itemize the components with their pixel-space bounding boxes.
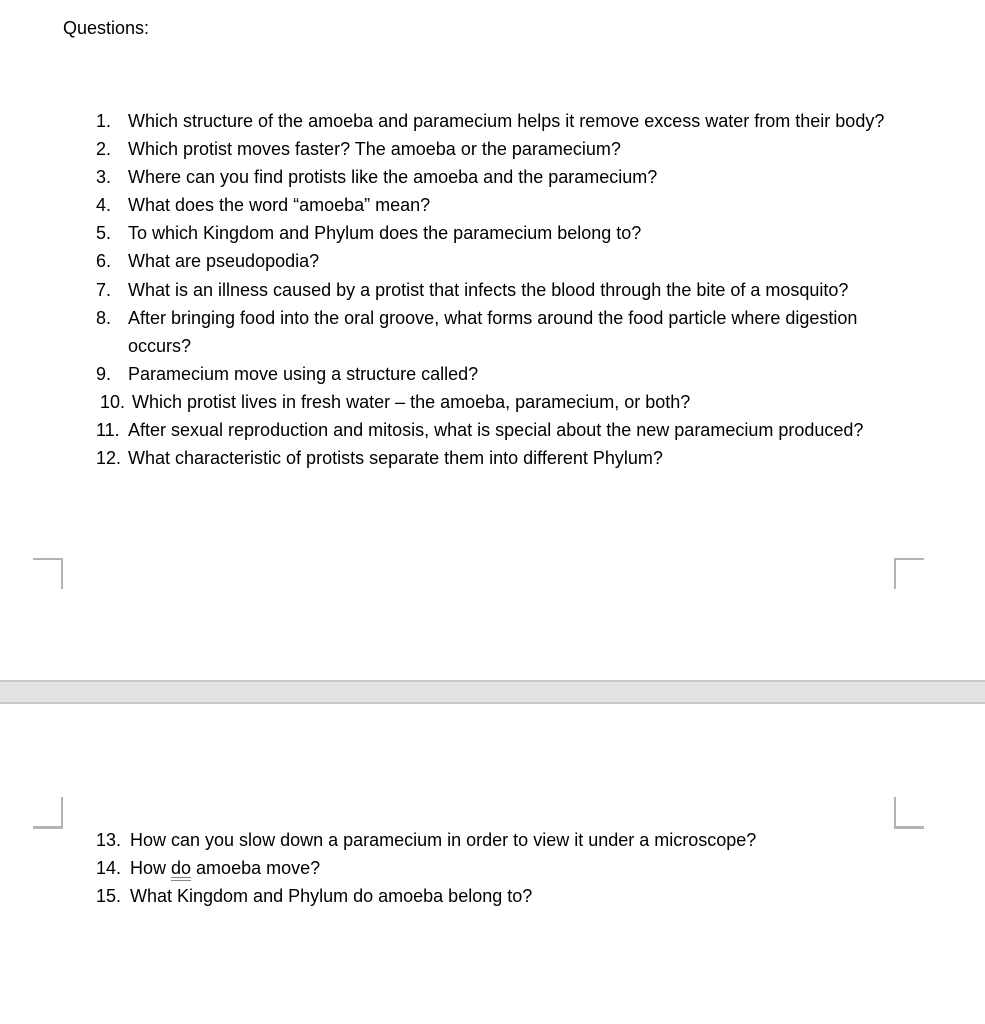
question-item bbox=[0, 882, 900, 910]
question-number: 12. bbox=[96, 448, 122, 469]
question-item bbox=[0, 854, 900, 882]
question-number: 8. bbox=[96, 307, 112, 328]
question-text: After bringing food into the oral groove, what forms around the food particle where digestion occurs? bbox=[128, 307, 858, 356]
question-item bbox=[0, 444, 898, 472]
question-number: 10. bbox=[100, 391, 126, 412]
question-list-page-2 bbox=[0, 826, 900, 910]
question-text: Which protist moves faster? The amoeba or the paramecium? bbox=[128, 139, 621, 160]
question-item bbox=[0, 107, 898, 135]
question-item bbox=[0, 276, 898, 304]
question-number: 5. bbox=[96, 223, 112, 244]
question-text: Which structure of the amoeba and paramecium helps it remove excess water from their body? bbox=[128, 111, 885, 131]
margin-corner-mark bbox=[894, 558, 924, 589]
question-number: 4. bbox=[96, 195, 112, 216]
question-text: What Kingdom and Phylum do amoeba belong to? bbox=[130, 886, 533, 907]
question-text: amoeba move? bbox=[191, 858, 321, 879]
question-item bbox=[0, 163, 898, 191]
question-number: 15. bbox=[96, 886, 122, 907]
question-number: 7. bbox=[96, 279, 112, 300]
question-item bbox=[0, 416, 898, 444]
grammar-flagged-word[interactable]: do bbox=[171, 858, 192, 879]
question-item bbox=[0, 304, 898, 360]
question-number: 14. bbox=[96, 858, 122, 879]
question-item bbox=[0, 360, 898, 388]
question-item bbox=[0, 135, 898, 163]
question-number: 13. bbox=[96, 830, 122, 850]
question-number: 1. bbox=[96, 111, 112, 131]
question-number: 6. bbox=[96, 251, 112, 272]
question-item bbox=[0, 191, 898, 219]
question-text: Which protist lives in fresh water – the amoeba, paramecium, or both? bbox=[132, 391, 691, 412]
question-item bbox=[0, 826, 900, 854]
question-text: How bbox=[130, 858, 172, 879]
question-text: What are pseudopodia? bbox=[128, 251, 320, 272]
question-number: 3. bbox=[96, 167, 112, 188]
question-item bbox=[0, 247, 898, 275]
question-list-page-1 bbox=[0, 107, 898, 472]
margin-corner-mark bbox=[33, 797, 63, 829]
question-item bbox=[0, 219, 898, 247]
question-text: After sexual reproduction and mitosis, what is special about the new paramecium produced? bbox=[128, 420, 864, 441]
page-break-separator bbox=[0, 680, 985, 704]
page-heading: Questions: bbox=[63, 18, 150, 38]
question-text: What characteristic of protists separate them into different Phylum? bbox=[128, 448, 663, 469]
question-text: Paramecium move using a structure called? bbox=[128, 363, 479, 384]
question-text: What is an illness caused by a protist that infects the blood through the bite of a mosquito? bbox=[128, 279, 849, 300]
question-text: What does the word “amoeba” mean? bbox=[128, 195, 431, 216]
margin-corner-mark bbox=[894, 797, 924, 829]
question-number: 2. bbox=[96, 139, 112, 160]
question-item bbox=[0, 388, 898, 416]
question-number: 11. bbox=[96, 420, 120, 441]
margin-corner-mark bbox=[33, 558, 63, 589]
question-text: To which Kingdom and Phylum does the paramecium belong to? bbox=[128, 223, 642, 244]
question-text: How can you slow down a paramecium in order to view it under a microscope? bbox=[130, 830, 757, 850]
question-text: Where can you find protists like the amoeba and the paramecium? bbox=[128, 167, 658, 188]
question-number: 9. bbox=[96, 363, 112, 384]
